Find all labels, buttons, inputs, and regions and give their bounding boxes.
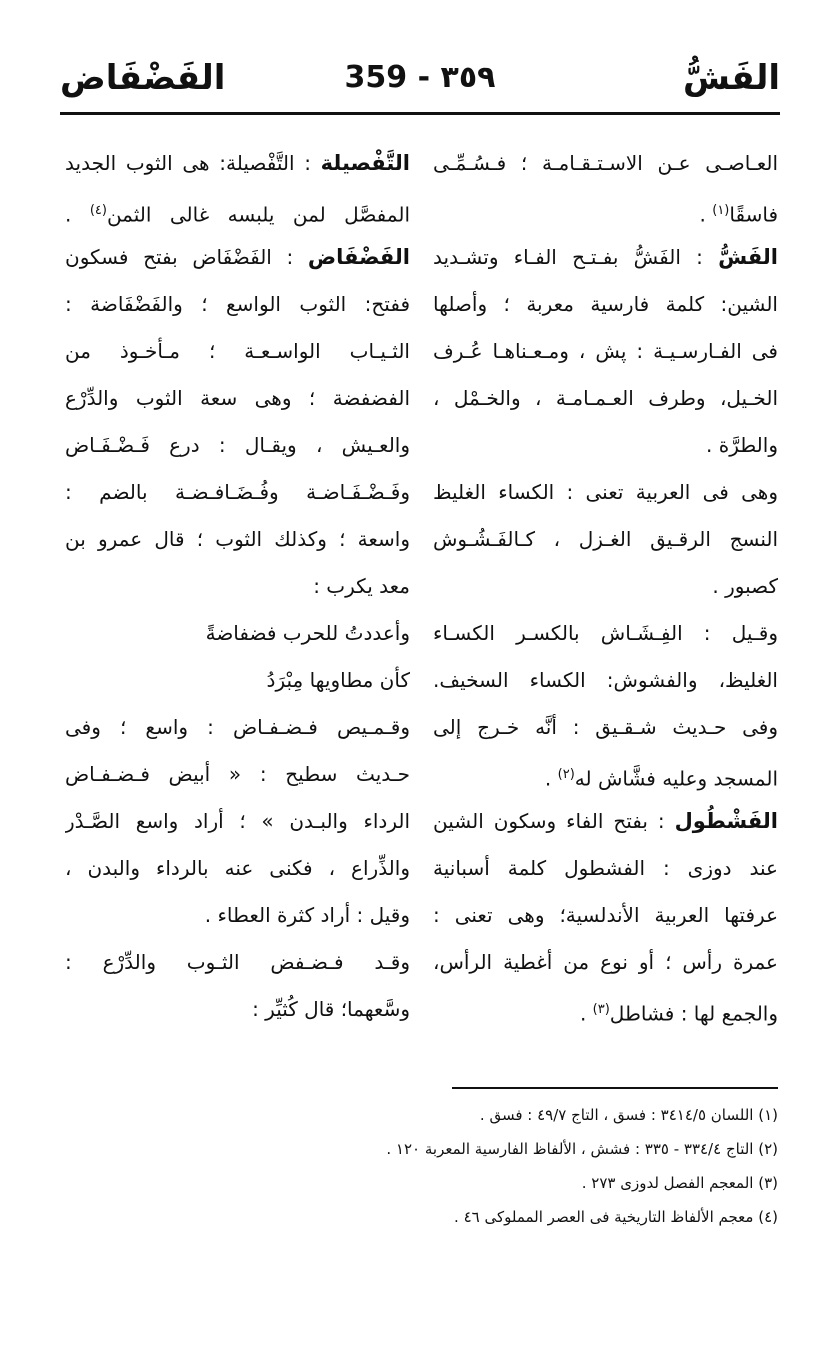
- text-line: [433, 140, 778, 187]
- page-number-latin: 359: [344, 60, 408, 95]
- footnote-ref: (١): [712, 203, 730, 218]
- line-text: الغليظ، والفشوش: الكساء السخيف.: [433, 668, 778, 692]
- footnotes: [58, 1098, 778, 1234]
- page-header: [60, 50, 780, 110]
- text-line: [65, 845, 410, 892]
- footnote-ref: (٤): [89, 203, 107, 218]
- text-line: [65, 751, 410, 798]
- line-tail: .: [65, 202, 90, 227]
- text-line: [433, 704, 778, 751]
- line-text: والطرَّة .: [706, 433, 778, 457]
- text-line: [433, 375, 778, 422]
- text-line: [433, 939, 778, 986]
- line-text: الثـيـاب الواسـعـة ؛ مـأخـوذ من: [65, 339, 410, 363]
- text-line: [65, 939, 410, 986]
- text-line: [65, 281, 410, 328]
- text-line: [433, 469, 778, 516]
- text-line: [65, 422, 410, 469]
- text-line: [433, 281, 778, 328]
- text-line: [433, 422, 778, 469]
- text-line: [433, 610, 778, 657]
- footnote-ref: (٣): [592, 1002, 610, 1017]
- text-line: [65, 657, 410, 704]
- line-text: كصبور .: [712, 574, 778, 598]
- line-text: الشين: كلمة فارسية معربة ؛ وأصلها: [433, 292, 778, 316]
- page-number-arabic: ٣٥٩: [440, 60, 496, 95]
- text-line: [433, 798, 778, 845]
- text-line: [65, 798, 410, 845]
- header-entry-right: الفَشُّ: [683, 58, 780, 98]
- text-line: [65, 469, 410, 516]
- text-line: [65, 892, 410, 939]
- footnote: (٤) معجم الألفاظ التاريخية فى العصر المملوكى ٤٦ .: [454, 1208, 778, 1226]
- line-text: وقـيل : الفِـشَـاش بالكسـر الكسـاء: [433, 621, 778, 645]
- text-line: [65, 986, 410, 1033]
- text-line: [65, 610, 410, 657]
- text-line: [65, 563, 410, 610]
- text-line: [433, 516, 778, 563]
- line-text: والعـيش ، ويقـال : درع فَـضْـفَـاض: [65, 433, 410, 457]
- line-text: وفى حـديث شـقـيق : أنَّه خـرج إلى: [433, 715, 778, 739]
- line-text: وقـمـيص فـضـفـاض : واسع ؛ وفى: [65, 715, 410, 739]
- left-column: [65, 140, 410, 1033]
- text-line: [433, 187, 778, 234]
- line-text: : الفَشُّ بفـتـح الفـاء وتشـديد: [433, 245, 719, 269]
- line-text: ففتح: الثوب الواسع ؛ والفَضْفَاضة :: [65, 292, 410, 316]
- line-text: واسعة ؛ وكذلك الثوب ؛ قال عمرو بن: [65, 527, 410, 551]
- text-line: [65, 704, 410, 751]
- line-text: وقـد فـضـفض الثـوب والدِّرْع :: [65, 950, 410, 974]
- line-text: معد يكرب :: [313, 574, 410, 598]
- line-text: كأن مطاويها مِبْرَدُ: [266, 668, 410, 692]
- text-line: [433, 328, 778, 375]
- line-text: : الفَضْفَاض بفتح فسكون: [65, 245, 308, 269]
- line-text: الخـيل، وطرف العـمـامـة ، والخـمْل ،: [433, 386, 778, 410]
- text-line: [433, 986, 778, 1033]
- line-text: وأعددتُ للحرب فضفاضةً: [205, 621, 410, 645]
- line-text: حـديث سطيح : « أبيض فـضـفـاض: [65, 762, 410, 786]
- line-text: وهى فى العربية تعنى : الكساء الغليظ: [433, 480, 778, 504]
- footnote: (١) اللسان ٣٤١٤/٥ : فسق ، التاج ٤٩/٧ : فسق .: [479, 1106, 778, 1124]
- text-line: [433, 892, 778, 939]
- footnote: (٣) المعجم الفصل لدوزى ٢٧٣ .: [581, 1174, 778, 1192]
- text-line: [65, 234, 410, 281]
- line-text: وسَّعهما؛ قال كُثيِّر :: [252, 997, 410, 1021]
- line-tail: .: [699, 202, 713, 227]
- line-text: : التَّفْصيلة: هى الثوب الجديد: [65, 151, 321, 175]
- line-text: فى الفـارسـيـة : پش ، ومـعـناهـا عُـرف: [433, 339, 778, 363]
- line-text: فاسقًا: [729, 202, 778, 227]
- page-number-dash: -: [417, 60, 431, 95]
- line-text: المفصَّل لمن يلبسه غالى الثمن: [106, 202, 410, 227]
- footnote-rule: [452, 1087, 778, 1089]
- text-line: [433, 751, 778, 798]
- header-entry-left: الفَضْفَاض: [60, 58, 226, 98]
- line-tail: .: [579, 1001, 593, 1026]
- text-line: [65, 328, 410, 375]
- footnote: (٢) التاج ٣٣٤/٤ - ٣٣٥ : فشش ، الألفاظ الفارسية المعربة ١٢٠ .: [386, 1140, 778, 1158]
- text-line: [65, 187, 410, 234]
- line-text: الرداء والبـدن » ؛ أراد واسع الصَّـدْر: [65, 809, 410, 833]
- line-text: العـاصـى عـن الاسـتـقـامـة ؛ فـسُـمِّـى: [433, 151, 778, 175]
- line-text: : بفتح الفاء وسكون الشين: [433, 809, 675, 833]
- text-line: [65, 375, 410, 422]
- line-tail: .: [544, 766, 558, 791]
- entry-headword: الفَشْطُول: [674, 809, 778, 833]
- line-text: النسج الرقـيق الغـزل ، كـالفَـشُـوش: [433, 527, 778, 551]
- text-line: [433, 845, 778, 892]
- text-line: [65, 516, 410, 563]
- text-line: [433, 234, 778, 281]
- text-line: [433, 657, 778, 704]
- entry-headword: الفَضْفَاض: [307, 245, 410, 269]
- line-text: وقيل : أراد كثرة العطاء .: [204, 903, 410, 927]
- line-text: عند دوزى : الفشطول كلمة أسبانية: [433, 856, 778, 880]
- line-text: وفَـضْـفَـاضـة وفُـضَـافـضـة بالضم :: [65, 480, 410, 504]
- line-text: والذِّراع ، فكنى عنه بالرداء والبدن ،: [65, 856, 410, 880]
- entry-headword: الفَشُّ: [718, 245, 778, 269]
- line-text: والجمع لها : فشاطل: [609, 1001, 778, 1026]
- line-text: الفضفضة ؛ وهى سعة الثوب والدِّرْع: [65, 386, 410, 410]
- text-line: [65, 140, 410, 187]
- entry-headword: التَّفْصيلة: [320, 151, 410, 175]
- line-text: عمرة رأس ؛ أو نوع من أغطية الرأس،: [433, 950, 778, 974]
- header-rule: [60, 112, 780, 115]
- right-column: [433, 140, 778, 1033]
- text-line: [433, 563, 778, 610]
- line-text: المسجد وعليه فشَّاش له: [574, 766, 778, 791]
- footnote-ref: (٢): [557, 767, 575, 782]
- line-text: عرفتها العربية الأندلسية؛ وهى تعنى :: [433, 903, 778, 927]
